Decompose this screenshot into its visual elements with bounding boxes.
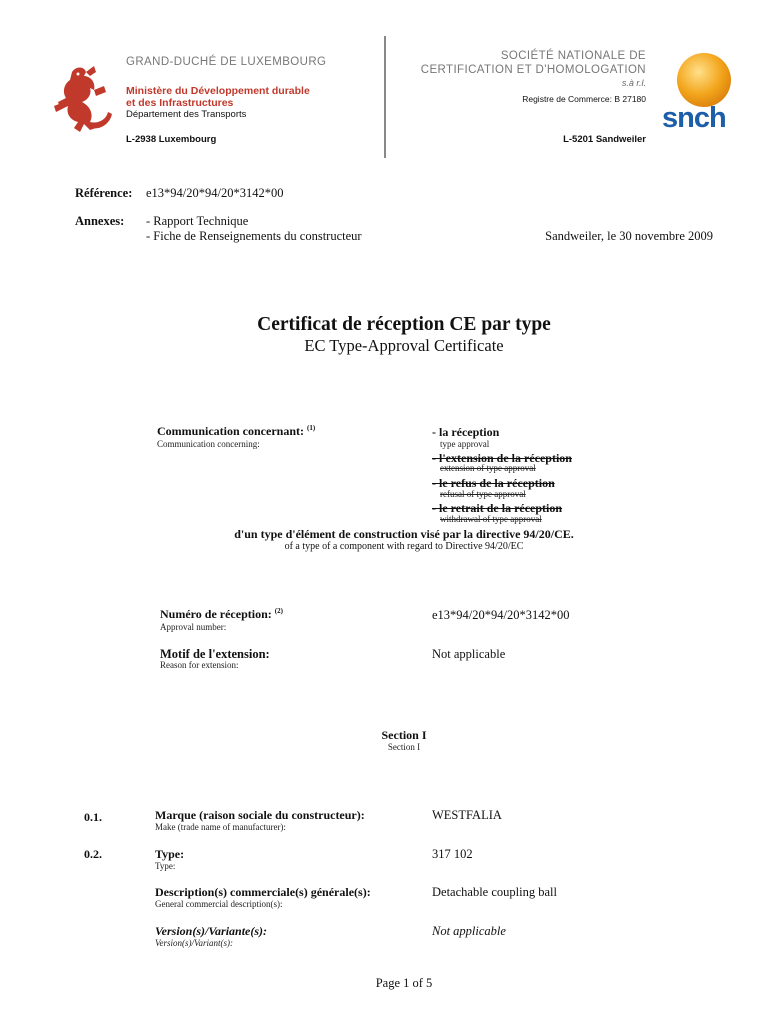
trade-register: Registre de Commerce: B 27180	[522, 94, 646, 104]
option-reception-en: type approval	[440, 439, 490, 449]
item-02-number: 0.2.	[84, 847, 102, 861]
right-title-line-1: SOCIÉTÉ NATIONALE DE	[500, 50, 646, 62]
snch-logo-text: snch	[662, 102, 726, 134]
communication-label	[157, 424, 315, 439]
option-withdrawal-en: withdrawal of type approval	[440, 514, 542, 524]
version-value: Not applicable	[432, 924, 506, 938]
approval-number-note: (2)	[274, 607, 283, 615]
communication-label-text: Communication concernant:	[157, 424, 304, 438]
extension-reason-label: Motif de l'extension:	[160, 647, 270, 661]
item-01-value: WESTFALIA	[432, 808, 502, 822]
extension-reason-label-en: Reason for extension:	[160, 660, 239, 670]
approval-number-label-text: Numéro de réception:	[160, 607, 272, 621]
option-withdrawal: - le retrait de la réception	[432, 501, 563, 515]
page-title: Certificat de réception CE par type	[257, 314, 551, 335]
approval-number-value: e13*94/20*94/20*3142*00	[432, 608, 570, 622]
description-label: Description(s) commerciale(s) générale(s):	[155, 885, 371, 899]
item-01-number: 0.1.	[84, 810, 102, 824]
company-form: s.à r.l.	[621, 78, 646, 88]
extension-reason-value: Not applicable	[432, 647, 506, 661]
item-01-label-en: Make (trade name of manufacturer):	[155, 822, 286, 832]
ministry-line-2: et des Infrastructures	[126, 97, 234, 109]
approval-number-label	[160, 607, 283, 622]
approval-number-label-en: Approval number:	[160, 622, 227, 632]
header-divider	[384, 36, 386, 158]
annexes-label: Annexes:	[75, 214, 125, 228]
item-01-label: Marque (raison sociale du constructeur):	[155, 808, 365, 822]
page-number: Page 1 of 5	[375, 976, 433, 990]
option-refusal: - le refus de la réception	[432, 476, 555, 490]
section-title: Section I	[381, 728, 427, 742]
left-address: L-2938 Luxembourg	[126, 134, 217, 145]
department: Département des Transports	[126, 109, 247, 120]
item-02-label-en: Type:	[155, 861, 176, 871]
ministry-line-1: Ministère du Développement durable	[126, 85, 310, 97]
snch-sphere-icon	[674, 50, 734, 110]
item-02-label: Type:	[155, 847, 185, 861]
page-subtitle: EC Type-Approval Certificate	[304, 336, 504, 355]
reference-label: Référence:	[75, 186, 133, 200]
annex-1: - Rapport Technique	[146, 214, 249, 228]
option-extension: - l'extension de la réception	[432, 451, 572, 465]
description-label-en: General commercial description(s):	[155, 899, 283, 909]
item-02-value: 317 102	[432, 847, 473, 861]
directive-en: of a type of a component with regard to Directive 94/20/EC	[284, 541, 524, 552]
communication-note: (1)	[307, 424, 316, 432]
annex-2: - Fiche de Renseignements du constructeur	[146, 229, 362, 243]
option-reception: - la réception	[432, 425, 500, 439]
communication-label-en: Communication concerning:	[157, 439, 260, 449]
option-refusal-en: refusal of type approval	[440, 489, 526, 499]
version-label-en: Version(s)/Variant(s):	[155, 938, 233, 948]
right-address: L-5201 Sandweiler	[563, 134, 646, 145]
option-extension-en: extension of type approval	[440, 463, 536, 473]
right-title-line-2: CERTIFICATION ET D'HOMOLOGATION	[420, 64, 646, 76]
luxembourg-lion-icon	[50, 62, 114, 136]
issue-date: Sandweiler, le 30 novembre 2009	[545, 229, 713, 243]
directive-fr: d'un type d'élément de construction visé par la directive 94/20/CE.	[234, 527, 574, 541]
reference-value: e13*94/20*94/20*3142*00	[146, 186, 284, 200]
section-title-en: Section I	[387, 742, 421, 752]
version-label: Version(s)/Variante(s):	[155, 924, 268, 938]
description-value: Detachable coupling ball	[432, 885, 557, 899]
left-title: GRAND-DUCHÉ DE LUXEMBOURG	[126, 56, 327, 68]
